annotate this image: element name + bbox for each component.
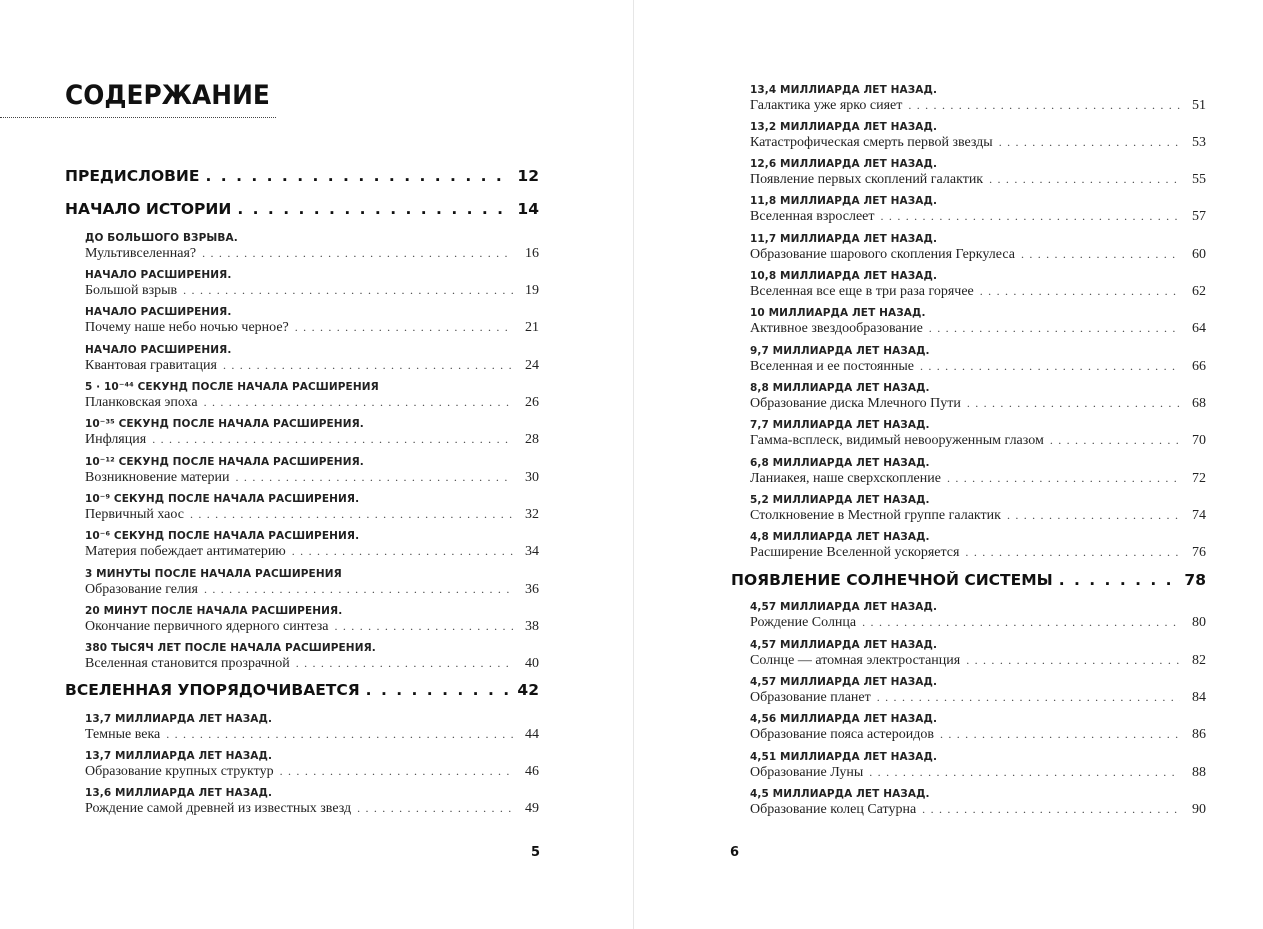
toc-section[interactable] — [731, 571, 1206, 589]
toc-entry[interactable] — [750, 531, 1206, 561]
entry-caption: НАЧАЛО РАСШИРЕНИЯ. — [85, 344, 232, 356]
leader-dots — [966, 652, 1180, 669]
entry-page: 51 — [1192, 98, 1206, 113]
leader-dots — [202, 245, 513, 262]
entry-caption: 20 МИНУТ ПОСЛЕ НАЧАЛА РАСШИРЕНИЯ. — [85, 605, 343, 617]
leader-dots — [877, 689, 1180, 706]
leader-dots — [237, 200, 511, 218]
entry-caption: 4,57 МИЛЛИАРДА ЛЕТ НАЗАД. — [750, 676, 938, 688]
leader-dots — [862, 614, 1180, 631]
entry-caption: ДО БОЛЬШОГО ВЗРЫВА. — [85, 232, 238, 244]
toc-entry[interactable] — [750, 601, 1206, 631]
leader-dots — [204, 581, 513, 598]
toc-entry[interactable] — [750, 788, 1206, 818]
entry-caption: 10⁻⁶ СЕКУНД ПОСЛЕ НАЧАЛА РАСШИРЕНИЯ. — [85, 530, 360, 542]
leader-dots — [1050, 432, 1180, 449]
entry-page: 74 — [1192, 508, 1206, 523]
leader-dots — [989, 171, 1180, 188]
entry-page: 90 — [1192, 802, 1206, 817]
entry-page: 84 — [1192, 690, 1206, 705]
leader-dots — [190, 506, 513, 523]
leader-dots — [183, 282, 513, 299]
leader-dots — [922, 801, 1180, 818]
entry-page: 16 — [525, 246, 539, 261]
toc-entry[interactable] — [750, 345, 1206, 375]
entry-title: Образование Луны — [750, 765, 864, 780]
leader-dots — [1007, 507, 1180, 524]
entry-title: Вселенная и ее постоянные — [750, 359, 914, 374]
toc-entry[interactable] — [750, 494, 1206, 524]
toc-entry[interactable] — [750, 713, 1206, 743]
leader-dots — [869, 764, 1180, 781]
entry-title: Мультивселенная? — [85, 246, 197, 261]
entry-caption: 13,4 МИЛЛИАРДА ЛЕТ НАЗАД. — [750, 84, 938, 96]
section-label: ПОЯВЛЕНИЕ СОЛНЕЧНОЙ СИСТЕМЫ — [731, 571, 1053, 589]
entry-title: Гамма-всплеск, видимый невооруженным глазом — [750, 433, 1044, 448]
entry-title: Рождение самой древней из известных звезд — [85, 801, 352, 816]
entry-page: 53 — [1192, 135, 1206, 150]
page-number: 5 — [531, 845, 541, 860]
entry-page: 46 — [525, 764, 539, 779]
section-page: 78 — [1184, 571, 1206, 589]
entry-title: Образование гелия — [85, 582, 198, 597]
entry-caption: 4,57 МИЛЛИАРДА ЛЕТ НАЗАД. — [750, 639, 938, 651]
entry-caption: 13,2 МИЛЛИАРДА ЛЕТ НАЗАД. — [750, 121, 938, 133]
entry-caption: 5 · 10⁻⁴⁴ СЕКУНД ПОСЛЕ НАЧАЛА РАСШИРЕНИЯ — [85, 381, 379, 393]
entry-page: 44 — [525, 727, 539, 742]
toc-entry[interactable] — [750, 121, 1206, 151]
toc-entry[interactable] — [750, 307, 1206, 337]
entry-caption: 4,57 МИЛЛИАРДА ЛЕТ НАЗАД. — [750, 601, 938, 613]
toc-entry[interactable] — [85, 713, 539, 743]
toc-entry[interactable] — [85, 530, 539, 560]
entry-title: Темные века — [85, 727, 161, 742]
entry-caption: 9,7 МИЛЛИАРДА ЛЕТ НАЗАД. — [750, 345, 930, 357]
entry-page: 36 — [525, 582, 539, 597]
toc-entry[interactable] — [85, 344, 539, 374]
toc-entry[interactable] — [85, 232, 539, 262]
toc-entry[interactable] — [85, 381, 539, 411]
toc-section[interactable] — [65, 200, 539, 218]
entry-title: Образование колец Сатурна — [750, 802, 917, 817]
leader-dots — [881, 208, 1180, 225]
right-page — [635, 0, 1263, 929]
entry-page: 62 — [1192, 284, 1206, 299]
entry-page: 64 — [1192, 321, 1206, 336]
entry-caption: 10⁻³⁵ СЕКУНД ПОСЛЕ НАЧАЛА РАСШИРЕНИЯ. — [85, 418, 364, 430]
entry-caption: НАЧАЛО РАСШИРЕНИЯ. — [85, 306, 232, 318]
entry-title: Вселенная становится прозрачной — [85, 656, 290, 671]
entry-page: 80 — [1192, 615, 1206, 630]
entry-title: Почему наше небо ночью черное? — [85, 320, 289, 335]
leader-dots — [236, 469, 513, 486]
entry-title: Возникновение материи — [85, 470, 230, 485]
section-label: ПРЕДИСЛОВИЕ — [65, 167, 200, 185]
entry-page: 88 — [1192, 765, 1206, 780]
entry-page: 21 — [525, 320, 539, 335]
toc-section[interactable] — [65, 167, 539, 185]
entry-page: 24 — [525, 358, 539, 373]
leader-dots — [940, 726, 1180, 743]
entry-title: Вселенная взрослеет — [750, 209, 875, 224]
entry-page: 82 — [1192, 653, 1206, 668]
entry-caption: 8,8 МИЛЛИАРДА ЛЕТ НАЗАД. — [750, 382, 930, 394]
entry-page: 28 — [525, 432, 539, 447]
leader-dots — [1021, 246, 1180, 263]
entry-title: Образование пояса астероидов — [750, 727, 934, 742]
entry-page: 66 — [1192, 359, 1206, 374]
leader-dots — [296, 655, 513, 672]
leader-dots — [152, 431, 513, 448]
toc-entry[interactable] — [750, 84, 1206, 114]
entry-caption: 13,6 МИЛЛИАРДА ЛЕТ НАЗАД. — [85, 787, 273, 799]
toc-entry[interactable] — [85, 568, 539, 598]
entry-page: 19 — [525, 283, 539, 298]
entry-caption: 6,8 МИЛЛИАРДА ЛЕТ НАЗАД. — [750, 457, 930, 469]
section-label: НАЧАЛО ИСТОРИИ — [65, 200, 232, 218]
entry-caption: 4,8 МИЛЛИАРДА ЛЕТ НАЗАД. — [750, 531, 930, 543]
entry-title: Образование шарового скопления Геркулеса — [750, 247, 1015, 262]
entry-title: Ланиакея, наше сверхскопление — [750, 471, 941, 486]
leader-dots — [280, 763, 513, 780]
page-number: 6 — [730, 845, 740, 860]
title-dotted-rule — [0, 117, 276, 118]
toc-entry[interactable] — [85, 642, 539, 672]
entry-title: Квантовая гравитация — [85, 358, 217, 373]
leader-dots — [967, 395, 1180, 412]
entry-title: Активное звездообразование — [750, 321, 923, 336]
toc-entry[interactable] — [85, 787, 539, 817]
entry-page: 70 — [1192, 433, 1206, 448]
entry-caption: 11,8 МИЛЛИАРДА ЛЕТ НАЗАД. — [750, 195, 938, 207]
leader-dots — [929, 320, 1180, 337]
toc-entry[interactable] — [750, 676, 1206, 706]
entry-title: Столкновение в Местной группе галактик — [750, 508, 1001, 523]
entry-title: Образование диска Млечного Пути — [750, 396, 961, 411]
entry-title: Появление первых скоплений галактик — [750, 172, 984, 187]
section-page: 42 — [517, 681, 539, 699]
entry-title: Рождение Солнца — [750, 615, 857, 630]
entry-page: 32 — [525, 507, 539, 522]
entry-caption: 11,7 МИЛЛИАРДА ЛЕТ НАЗАД. — [750, 233, 938, 245]
entry-title: Солнце — атомная электростанция — [750, 653, 961, 668]
entry-page: 55 — [1192, 172, 1206, 187]
leader-dots — [335, 618, 514, 635]
leader-dots — [206, 167, 512, 185]
toc-entry[interactable] — [750, 639, 1206, 669]
leader-dots — [295, 319, 513, 336]
entry-title: Первичный хаос — [85, 507, 184, 522]
entry-page: 40 — [525, 656, 539, 671]
toc-section[interactable] — [65, 681, 539, 699]
entry-title: Планковская эпоха — [85, 395, 198, 410]
toc-entry[interactable] — [750, 270, 1206, 300]
entry-caption: 3 МИНУТЫ ПОСЛЕ НАЧАЛА РАСШИРЕНИЯ — [85, 568, 342, 580]
entry-caption: 4,51 МИЛЛИАРДА ЛЕТ НАЗАД. — [750, 751, 938, 763]
leader-dots — [357, 800, 513, 817]
page-title: СОДЕРЖАНИЕ — [65, 80, 270, 111]
section-page: 12 — [517, 167, 539, 185]
entry-caption: 10⁻¹² СЕКУНД ПОСЛЕ НАЧАЛА РАСШИРЕНИЯ. — [85, 456, 364, 468]
entry-page: 26 — [525, 395, 539, 410]
entry-caption: 10⁻⁹ СЕКУНД ПОСЛЕ НАЧАЛА РАСШИРЕНИЯ. — [85, 493, 360, 505]
toc-entry[interactable] — [85, 750, 539, 780]
toc-entry[interactable] — [85, 605, 539, 635]
entry-page: 38 — [525, 619, 539, 634]
entry-caption: 4,56 МИЛЛИАРДА ЛЕТ НАЗАД. — [750, 713, 938, 725]
entry-title: Образование планет — [750, 690, 871, 705]
entry-caption: 5,2 МИЛЛИАРДА ЛЕТ НАЗАД. — [750, 494, 930, 506]
entry-title: Катастрофическая смерть первой звезды — [750, 135, 993, 150]
leader-dots — [920, 358, 1180, 375]
leader-dots — [366, 681, 512, 699]
entry-page: 68 — [1192, 396, 1206, 411]
section-label: ВСЕЛЕННАЯ УПОРЯДОЧИВАЕТСЯ — [65, 681, 360, 699]
entry-page: 57 — [1192, 209, 1206, 224]
entry-title: Галактика уже ярко сияет — [750, 98, 903, 113]
entry-caption: 7,7 МИЛЛИАРДА ЛЕТ НАЗАД. — [750, 419, 930, 431]
entry-page: 86 — [1192, 727, 1206, 742]
leader-dots — [223, 357, 513, 374]
leader-dots — [292, 543, 513, 560]
leader-dots — [908, 97, 1180, 114]
entry-title: Вселенная все еще в три раза горячее — [750, 284, 974, 299]
toc-entry[interactable] — [85, 418, 539, 448]
toc-entry[interactable] — [750, 457, 1206, 487]
toc-entry[interactable] — [750, 419, 1206, 449]
entry-title: Большой взрыв — [85, 283, 178, 298]
entry-caption: 380 ТЫСЯЧ ЛЕТ ПОСЛЕ НАЧАЛА РАСШИРЕНИЯ. — [85, 642, 376, 654]
leader-dots — [980, 283, 1180, 300]
toc-entry[interactable] — [750, 233, 1206, 263]
entry-title: Расширение Вселенной ускоряется — [750, 545, 960, 560]
entry-page: 34 — [525, 544, 539, 559]
entry-page: 76 — [1192, 545, 1206, 560]
entry-title: Окончание первичного ядерного синтеза — [85, 619, 329, 634]
entry-title: Материя побеждает антиматерию — [85, 544, 286, 559]
entry-caption: НАЧАЛО РАСШИРЕНИЯ. — [85, 269, 232, 281]
entry-caption: 4,5 МИЛЛИАРДА ЛЕТ НАЗАД. — [750, 788, 930, 800]
entry-page: 60 — [1192, 247, 1206, 262]
entry-caption: 10 МИЛЛИАРДА ЛЕТ НАЗАД. — [750, 307, 926, 319]
entry-caption: 13,7 МИЛЛИАРДА ЛЕТ НАЗАД. — [85, 750, 273, 762]
entry-caption: 10,8 МИЛЛИАРДА ЛЕТ НАЗАД. — [750, 270, 938, 282]
leader-dots — [204, 394, 513, 411]
entry-caption: 12,6 МИЛЛИАРДА ЛЕТ НАЗАД. — [750, 158, 938, 170]
entry-title: Инфляция — [85, 432, 147, 447]
leader-dots — [166, 726, 513, 743]
entry-page: 72 — [1192, 471, 1206, 486]
leader-dots — [1059, 571, 1179, 589]
entry-caption: 13,7 МИЛЛИАРДА ЛЕТ НАЗАД. — [85, 713, 273, 725]
leader-dots — [965, 544, 1180, 561]
entry-title: Образование крупных структур — [85, 764, 274, 779]
toc-entry[interactable] — [85, 306, 539, 336]
entry-page: 49 — [525, 801, 539, 816]
toc-entry[interactable] — [85, 493, 539, 523]
toc-entry[interactable] — [750, 751, 1206, 781]
toc-entry[interactable] — [85, 269, 539, 299]
leader-dots — [947, 470, 1180, 487]
entry-page: 30 — [525, 470, 539, 485]
toc-entry[interactable] — [750, 195, 1206, 225]
leader-dots — [999, 134, 1180, 151]
toc-entry[interactable] — [750, 158, 1206, 188]
toc-entry[interactable] — [750, 382, 1206, 412]
section-page: 14 — [517, 200, 539, 218]
toc-entry[interactable] — [85, 456, 539, 486]
